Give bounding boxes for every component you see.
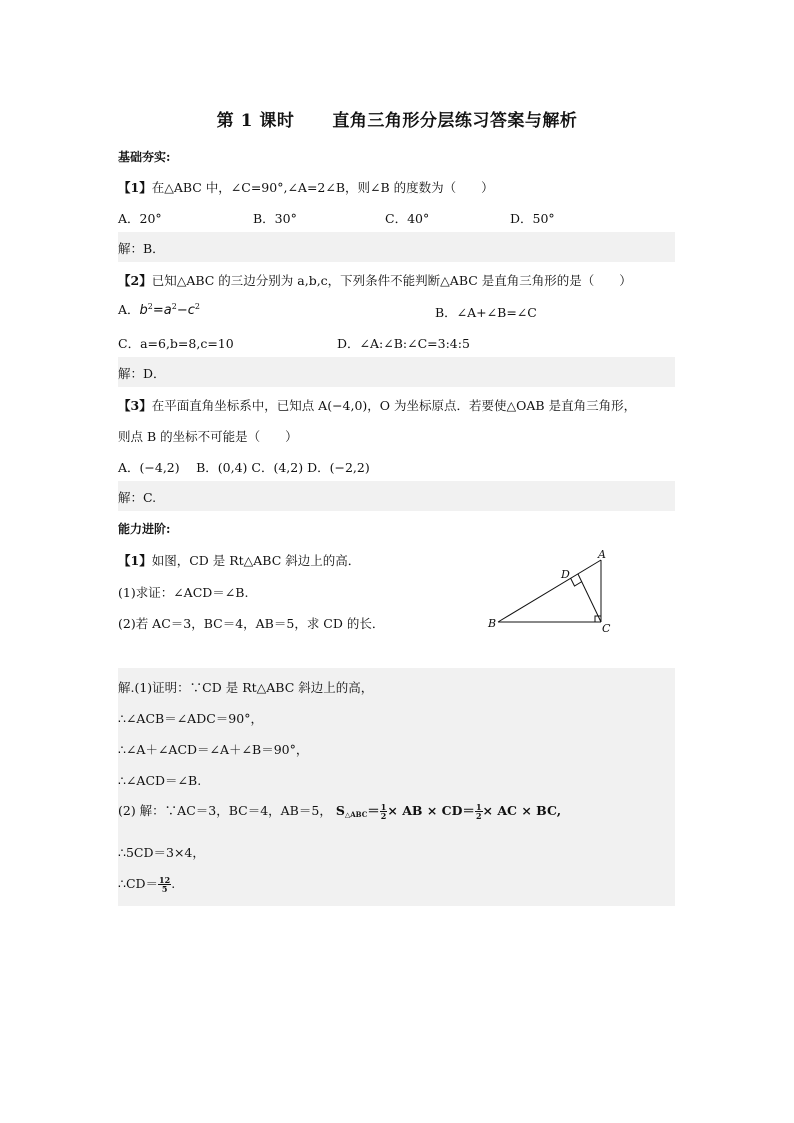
question-number: 【1】 xyxy=(118,180,152,195)
denominator: 2 xyxy=(380,811,387,821)
question-3-continued: 则点 B 的坐标不可能是（ ） xyxy=(118,429,298,444)
question-number: 【3】 xyxy=(118,398,152,413)
solution-line-3: ∴∠A＋∠ACD＝∠A＋∠B＝90°， xyxy=(118,742,309,757)
question-number: 【1】 xyxy=(118,553,152,568)
solution-line-1: 解.(1)证明：∵CD 是 Rt△ABC 斜边上的高， xyxy=(118,680,374,695)
denominator: 2 xyxy=(475,811,482,821)
equals: ＝ xyxy=(367,803,380,818)
option-a: A．20° xyxy=(118,211,162,226)
label-c: C xyxy=(602,622,611,635)
answer-box xyxy=(118,481,675,511)
exponent: 2 xyxy=(194,302,200,311)
fraction-result xyxy=(158,876,171,893)
solution-box xyxy=(118,668,675,906)
lesson-title: 直角三角形分层练习答案与解析 xyxy=(332,111,578,131)
numerator: 12 xyxy=(159,875,171,885)
answer-text: 解：B． xyxy=(118,241,165,256)
label-d: D xyxy=(561,568,570,581)
solution-line-5 xyxy=(118,801,561,820)
question-text: 已知△ABC 的三边分别为 a,b,c，下列条件不能判断△ABC 是直角三角形的是（ ） xyxy=(151,273,632,288)
label-a: A xyxy=(598,548,606,561)
solution-line-4: ∴∠ACD＝∠B. xyxy=(118,773,202,788)
question-2 xyxy=(118,271,632,289)
exponent: 2 xyxy=(147,302,153,311)
option-c: C．a=6,b=8,c=10 xyxy=(118,336,234,351)
section-heading-advanced: 能力进阶: xyxy=(118,522,171,536)
section-heading-basic: 基础夯实: xyxy=(118,150,171,164)
given-values: (2) 解：∵AC＝3，BC＝4，AB＝5， xyxy=(118,803,332,818)
question-text: 在平面直角坐标系中，已知点 A(−4,0)，O 为坐标原点．若要使△OAB 是直角三角形， xyxy=(151,398,637,413)
math-c: −c xyxy=(176,303,195,318)
question-text: 在△ABC 中，∠C=90°,∠A=2∠B，则∠B 的度数为（ ） xyxy=(151,180,494,195)
question-3 xyxy=(118,396,636,414)
question-1 xyxy=(118,178,494,196)
solution-line-2: ∴∠ACB＝∠ADC＝90°， xyxy=(118,711,263,726)
option-a xyxy=(118,300,200,318)
result-prefix: ∴CD＝ xyxy=(118,876,159,891)
option-b: B．30° xyxy=(253,211,297,226)
option-d: D．50° xyxy=(510,211,555,226)
page-title xyxy=(0,106,794,131)
answer-box xyxy=(118,357,675,387)
option-b: B．∠A+∠B=∠C xyxy=(435,305,537,320)
option-d: D．∠A:∠B:∠C=3:4:5 xyxy=(337,336,470,351)
numerator: 1 xyxy=(380,802,387,812)
fraction-half xyxy=(475,803,483,820)
answer-text: 解：C. xyxy=(118,490,157,505)
area-symbol: S xyxy=(335,803,345,818)
numerator: 1 xyxy=(475,802,482,812)
option-c: C．40° xyxy=(385,211,430,226)
lesson-number: 第 1 课时 xyxy=(216,111,295,131)
math-a: =a xyxy=(152,303,172,318)
area-expr-2: × AC × BC, xyxy=(482,803,562,818)
exponent: 2 xyxy=(171,302,177,311)
math-b: b xyxy=(139,303,148,318)
label-b: B xyxy=(488,617,497,630)
answer-box xyxy=(118,232,675,262)
right-triangle-figure xyxy=(486,546,616,636)
question-adv-1 xyxy=(118,551,360,569)
question-number: 【2】 xyxy=(118,273,152,288)
altitude-cd xyxy=(578,574,601,622)
question-text: 如图，CD 是 Rt△ABC 斜边上的高． xyxy=(151,553,361,568)
solution-line-6: ∴5CD＝3×4， xyxy=(118,845,205,860)
side-ab xyxy=(498,560,601,622)
solution-line-7 xyxy=(118,874,175,893)
option-label: A． xyxy=(118,302,140,317)
question-part-2: (2)若 AC＝3，BC＝4，AB＝5，求 CD 的长． xyxy=(118,616,385,631)
area-subscript: △ABC xyxy=(344,810,368,819)
period: . xyxy=(171,876,176,891)
answer-text: 解：D． xyxy=(118,366,166,381)
area-expr-1: × AB × CD＝ xyxy=(387,803,475,818)
question-part-1: (1)求证：∠ACD＝∠B. xyxy=(118,585,249,600)
options-row: A．(−4,2) B．(0,4) C．(4,2) D．(−2,2) xyxy=(118,460,370,475)
denominator: 5 xyxy=(161,884,168,894)
